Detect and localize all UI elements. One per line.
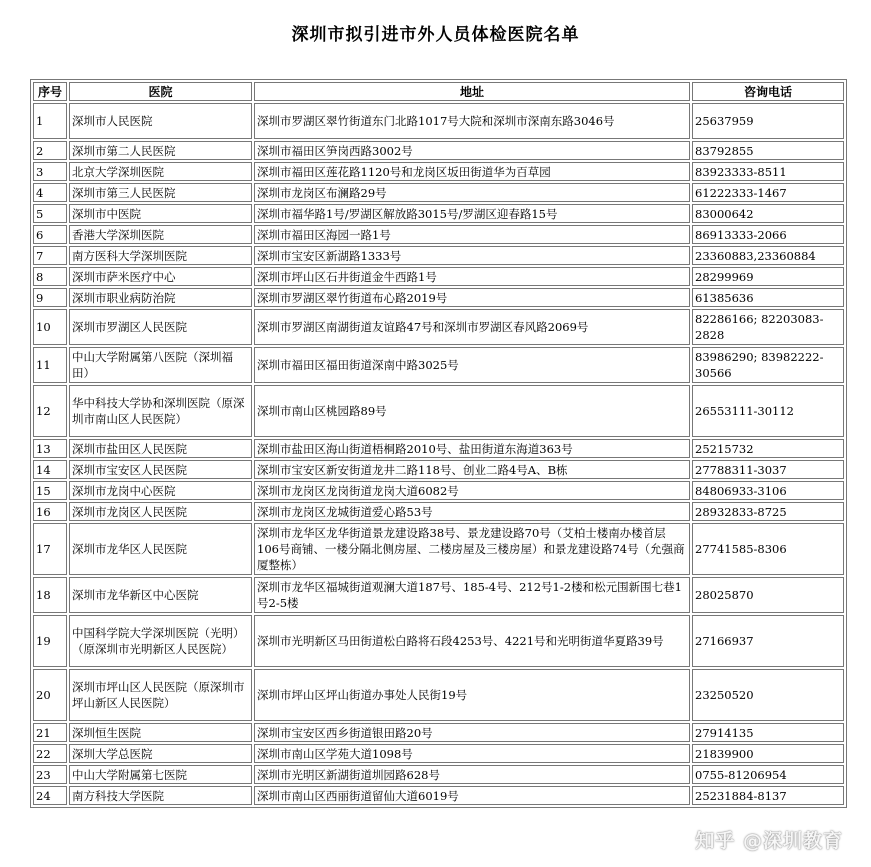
cell-address: 深圳市罗湖区翠竹街道布心路2019号 — [254, 288, 690, 307]
cell-address: 深圳市福田区笋岗西路3002号 — [254, 141, 690, 160]
header-phone: 咨询电话 — [692, 82, 844, 101]
hospital-table-container — [30, 79, 845, 808]
table-row — [33, 267, 844, 286]
header-hospital: 医院 — [69, 82, 252, 101]
cell-no: 7 — [33, 246, 67, 265]
cell-no: 18 — [33, 577, 67, 613]
cell-phone: 83923333-8511 — [692, 162, 844, 181]
table-row — [33, 141, 844, 160]
cell-hospital: 深圳市龙岗中心医院 — [69, 481, 252, 500]
cell-no: 2 — [33, 141, 67, 160]
table-row — [33, 162, 844, 181]
header-no: 序号 — [33, 82, 67, 101]
cell-phone: 21839900 — [692, 744, 844, 763]
cell-phone: 83986290; 83982222-30566 — [692, 347, 844, 383]
table-row — [33, 786, 844, 805]
table-row — [33, 225, 844, 244]
cell-hospital: 中山大学附属第七医院 — [69, 765, 252, 784]
cell-no: 15 — [33, 481, 67, 500]
cell-phone: 27788311-3037 — [692, 460, 844, 479]
cell-phone: 28025870 — [692, 577, 844, 613]
table-row — [33, 183, 844, 202]
table-header-row — [33, 82, 844, 101]
table-row — [33, 744, 844, 763]
cell-address: 深圳市龙岗区布澜路29号 — [254, 183, 690, 202]
cell-hospital: 深圳市职业病防治院 — [69, 288, 252, 307]
cell-hospital: 南方科技大学医院 — [69, 786, 252, 805]
table-row — [33, 204, 844, 223]
table-row — [33, 385, 844, 437]
cell-no: 12 — [33, 385, 67, 437]
table-row — [33, 502, 844, 521]
cell-hospital: 深圳市龙岗区人民医院 — [69, 502, 252, 521]
cell-phone: 84806933-3106 — [692, 481, 844, 500]
table-row — [33, 460, 844, 479]
cell-no: 11 — [33, 347, 67, 383]
cell-hospital: 深圳市中医院 — [69, 204, 252, 223]
cell-address: 深圳市福田区福田街道深南中路3025号 — [254, 347, 690, 383]
cell-hospital: 深圳大学总医院 — [69, 744, 252, 763]
cell-no: 10 — [33, 309, 67, 345]
cell-phone: 27741585-8306 — [692, 523, 844, 575]
cell-hospital: 北京大学深圳医院 — [69, 162, 252, 181]
cell-no: 4 — [33, 183, 67, 202]
cell-hospital: 中山大学附属第八医院（深圳福田） — [69, 347, 252, 383]
cell-address: 深圳市宝安区新湖路1333号 — [254, 246, 690, 265]
table-body — [33, 103, 844, 805]
cell-no: 20 — [33, 669, 67, 721]
cell-address: 深圳市龙岗区龙岗街道龙岗大道6082号 — [254, 481, 690, 500]
cell-hospital: 华中科技大学协和深圳医院（原深圳市南山区人民医院） — [69, 385, 252, 437]
table-row — [33, 669, 844, 721]
cell-hospital: 深圳市龙华新区中心医院 — [69, 577, 252, 613]
cell-no: 8 — [33, 267, 67, 286]
cell-hospital: 深圳市罗湖区人民医院 — [69, 309, 252, 345]
cell-address: 深圳市盐田区海山街道梧桐路2010号、盐田街道东海道363号 — [254, 439, 690, 458]
cell-address: 深圳市宝安区新安街道龙井二路118号、创业二路4号A、B栋 — [254, 460, 690, 479]
table-row — [33, 481, 844, 500]
cell-phone: 27166937 — [692, 615, 844, 667]
cell-address: 深圳市坪山区坪山街道办事处人民街19号 — [254, 669, 690, 721]
cell-no: 24 — [33, 786, 67, 805]
table-row — [33, 246, 844, 265]
cell-hospital: 深圳市萨米医疗中心 — [69, 267, 252, 286]
cell-address: 深圳市光明新区马田街道松白路将石段4253号、4221号和光明街道华夏路39号 — [254, 615, 690, 667]
cell-phone: 83000642 — [692, 204, 844, 223]
cell-no: 9 — [33, 288, 67, 307]
table-row — [33, 439, 844, 458]
cell-no: 3 — [33, 162, 67, 181]
cell-address: 深圳市罗湖区南湖街道友谊路47号和深圳市罗湖区春风路2069号 — [254, 309, 690, 345]
cell-address: 深圳市宝安区西乡街道银田路20号 — [254, 723, 690, 742]
cell-phone: 27914135 — [692, 723, 844, 742]
cell-no: 17 — [33, 523, 67, 575]
cell-phone: 28932833-8725 — [692, 502, 844, 521]
table-row — [33, 615, 844, 667]
cell-no: 21 — [33, 723, 67, 742]
cell-phone: 82286166; 82203083-2828 — [692, 309, 844, 345]
cell-no: 5 — [33, 204, 67, 223]
page-title: 深圳市拟引进市外人员体检医院名单 — [291, 25, 580, 45]
cell-hospital: 深圳市人民医院 — [69, 103, 252, 139]
cell-hospital: 深圳恒生医院 — [69, 723, 252, 742]
cell-phone: 26553111-30112 — [692, 385, 844, 437]
watermark: 知乎 @深圳教育 — [695, 830, 843, 852]
cell-hospital: 深圳市龙华区人民医院 — [69, 523, 252, 575]
cell-address: 深圳市光明区新湖街道圳园路628号 — [254, 765, 690, 784]
cell-hospital: 深圳市坪山区人民医院（原深圳市坪山新区人民医院） — [69, 669, 252, 721]
cell-phone: 25215732 — [692, 439, 844, 458]
cell-hospital: 中国科学院大学深圳医院（光明）（原深圳市光明新区人民医院） — [69, 615, 252, 667]
cell-no: 16 — [33, 502, 67, 521]
cell-no: 19 — [33, 615, 67, 667]
table-row — [33, 577, 844, 613]
cell-phone: 83792855 — [692, 141, 844, 160]
cell-no: 6 — [33, 225, 67, 244]
table-row — [33, 347, 844, 383]
cell-address: 深圳市罗湖区翠竹街道东门北路1017号大院和深圳市深南东路3046号 — [254, 103, 690, 139]
cell-hospital: 深圳市第三人民医院 — [69, 183, 252, 202]
cell-address: 深圳市南山区学苑大道1098号 — [254, 744, 690, 763]
cell-phone: 25231884-8137 — [692, 786, 844, 805]
cell-no: 14 — [33, 460, 67, 479]
cell-hospital: 深圳市第二人民医院 — [69, 141, 252, 160]
cell-address: 深圳市龙华区龙华街道景龙建设路38号、景龙建设路70号（艾柏士楼南办楼首层106号商铺、一楼分隔北侧房屋、二楼房屋及三楼房屋）和景龙建设路74号（允强商厦整栋） — [254, 523, 690, 575]
cell-phone: 25637959 — [692, 103, 844, 139]
cell-no: 23 — [33, 765, 67, 784]
table-row — [33, 523, 844, 575]
table-row — [33, 723, 844, 742]
cell-phone: 61222333-1467 — [692, 183, 844, 202]
cell-no: 1 — [33, 103, 67, 139]
cell-phone: 0755-81206954 — [692, 765, 844, 784]
cell-hospital: 香港大学深圳医院 — [69, 225, 252, 244]
cell-phone: 86913333-2066 — [692, 225, 844, 244]
cell-phone: 23250520 — [692, 669, 844, 721]
table-row — [33, 765, 844, 784]
table-row — [33, 103, 844, 139]
cell-address: 深圳市福田区海园一路1号 — [254, 225, 690, 244]
cell-phone: 28299969 — [692, 267, 844, 286]
cell-address: 深圳市福华路1号/罗湖区解放路3015号/罗湖区迎春路15号 — [254, 204, 690, 223]
cell-hospital: 南方医科大学深圳医院 — [69, 246, 252, 265]
cell-no: 22 — [33, 744, 67, 763]
cell-phone: 61385636 — [692, 288, 844, 307]
cell-no: 13 — [33, 439, 67, 458]
table-row — [33, 309, 844, 345]
cell-address: 深圳市龙岗区龙城街道爱心路53号 — [254, 502, 690, 521]
header-address: 地址 — [254, 82, 690, 101]
cell-phone: 23360883,23360884 — [692, 246, 844, 265]
table-row — [33, 288, 844, 307]
hospital-table — [30, 79, 847, 808]
cell-hospital: 深圳市盐田区人民医院 — [69, 439, 252, 458]
cell-address: 深圳市南山区桃园路89号 — [254, 385, 690, 437]
cell-address: 深圳市南山区西丽街道留仙大道6019号 — [254, 786, 690, 805]
cell-hospital: 深圳市宝安区人民医院 — [69, 460, 252, 479]
cell-address: 深圳市龙华区福城街道观澜大道187号、185-4号、212号1-2楼和松元围新围七巷1号2-5楼 — [254, 577, 690, 613]
cell-address: 深圳市福田区莲花路1120号和龙岗区坂田街道华为百草园 — [254, 162, 690, 181]
cell-address: 深圳市坪山区石井街道金牛西路1号 — [254, 267, 690, 286]
